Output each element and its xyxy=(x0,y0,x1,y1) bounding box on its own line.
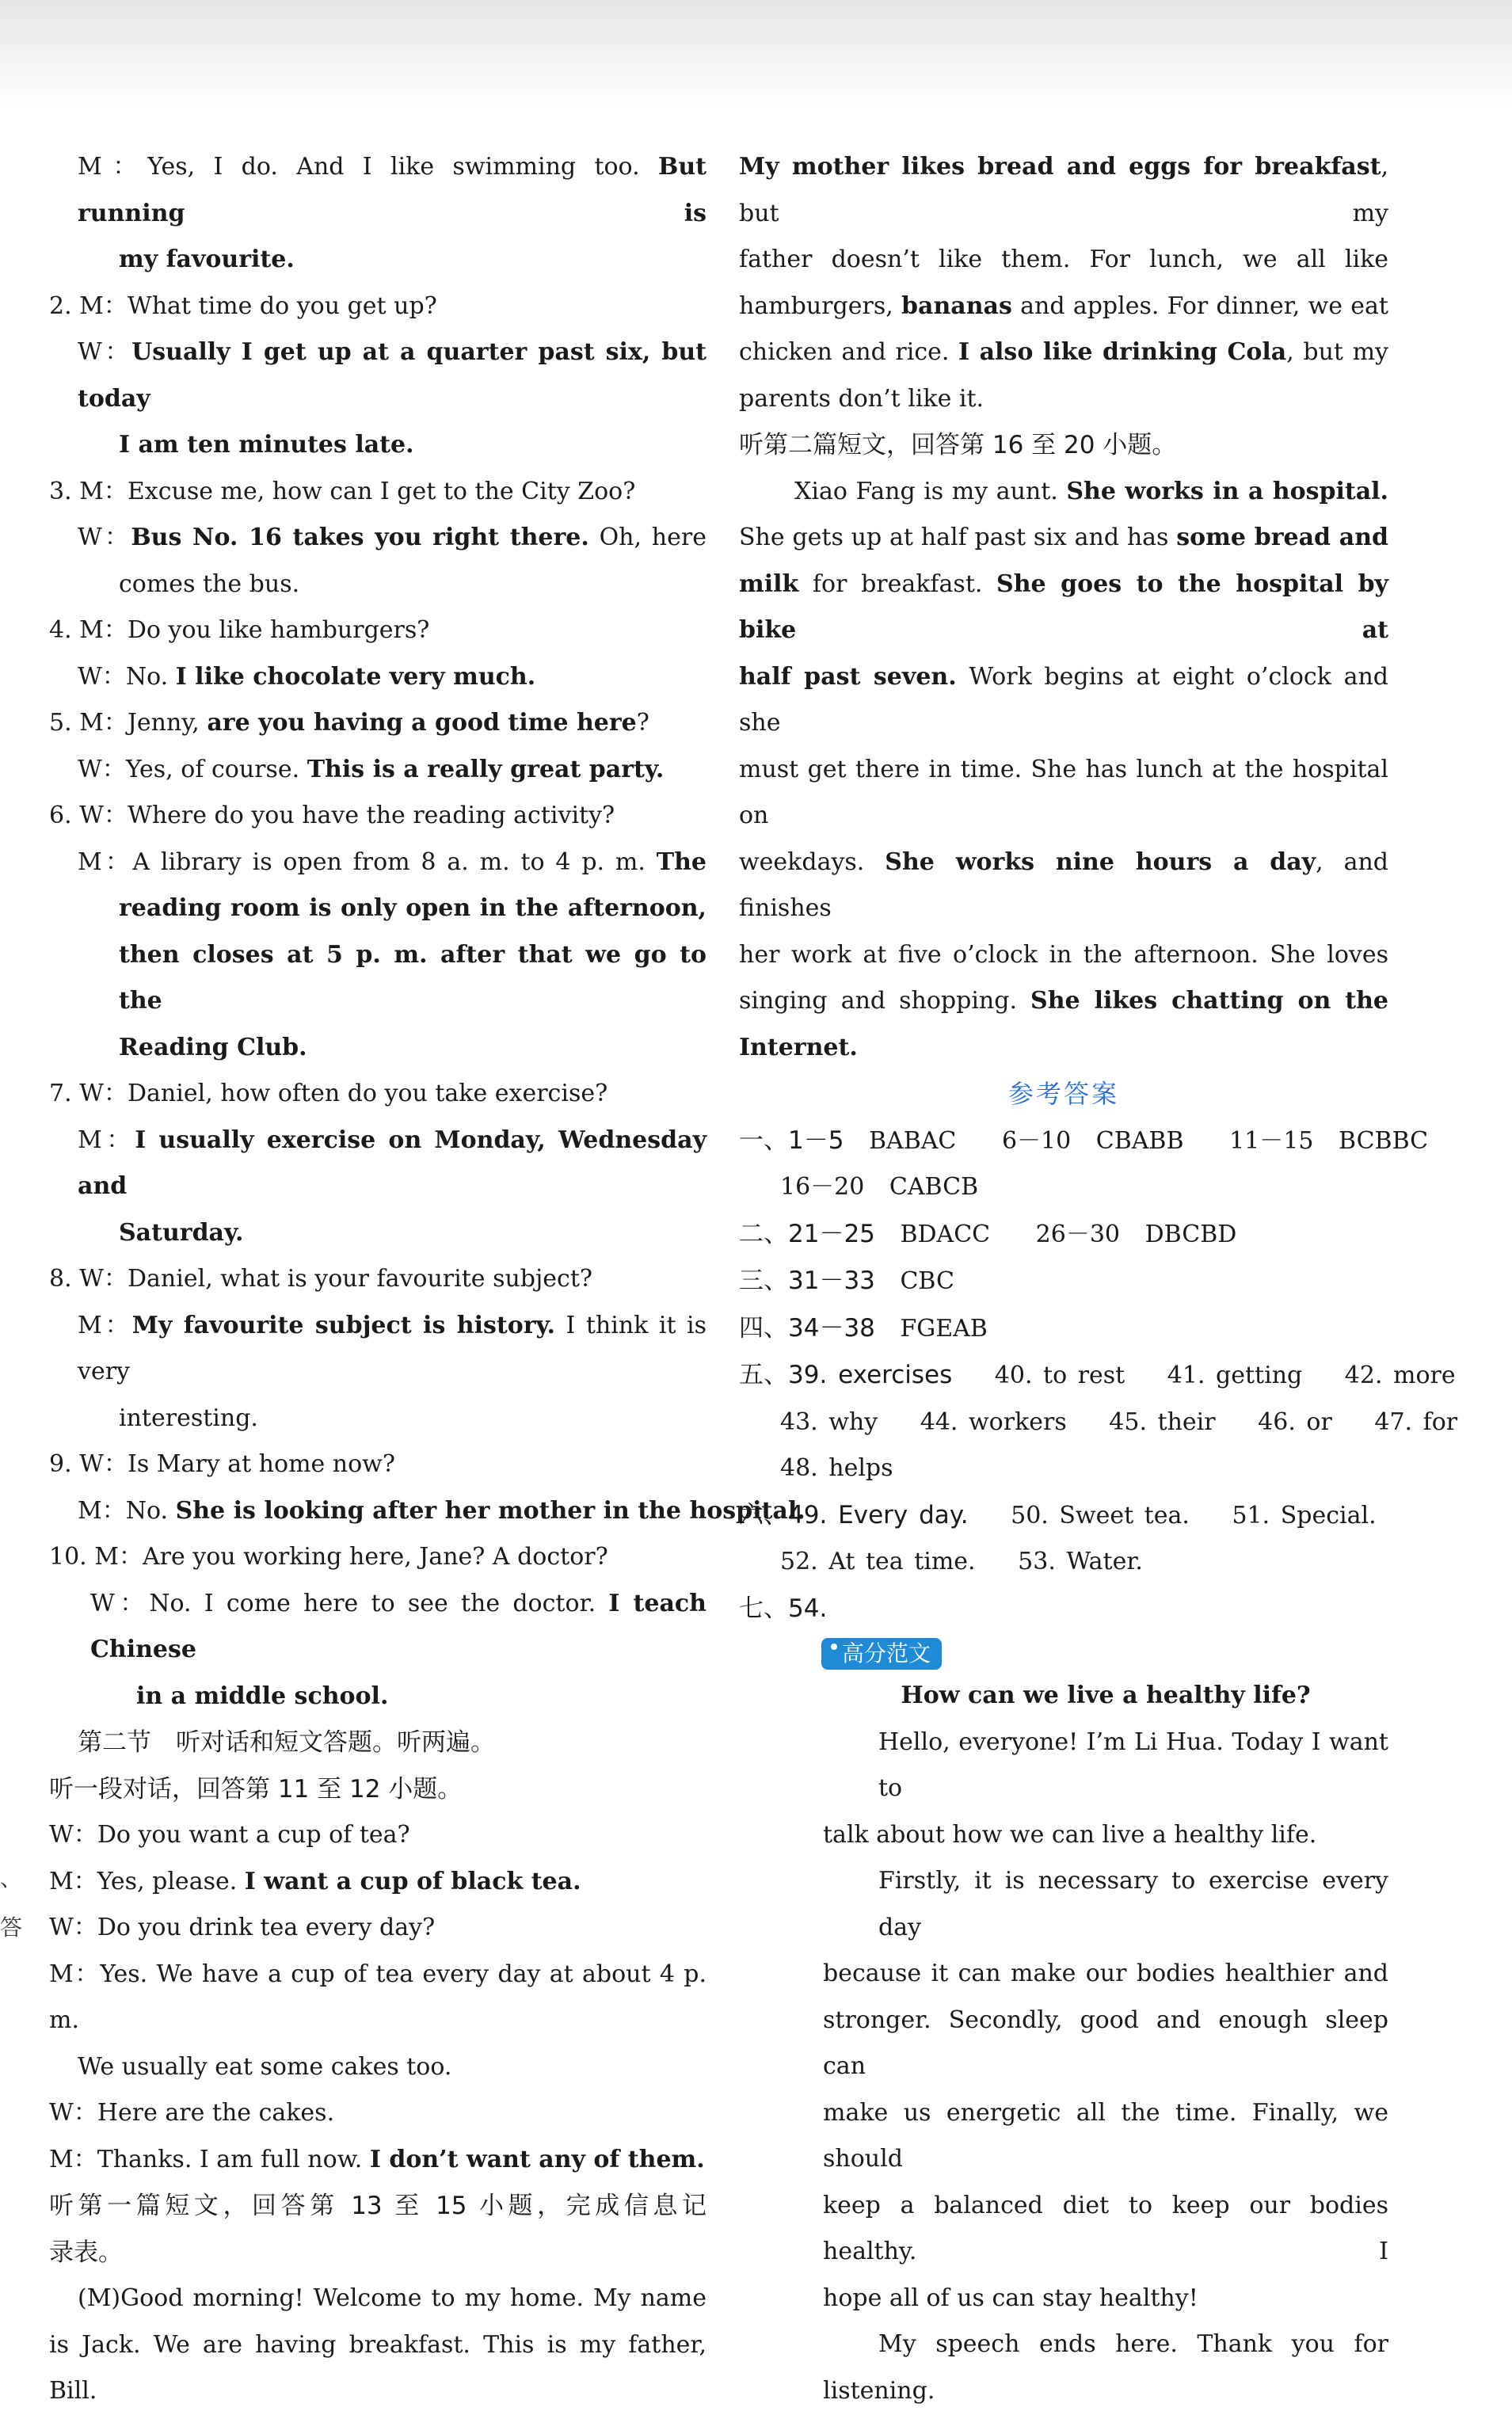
ans1-value: BABAC xyxy=(869,1126,957,1155)
answers-part-5c xyxy=(739,1446,1388,1492)
q9-woman-line: 9. W：Is Mary at home now? xyxy=(49,1450,395,1478)
passage2-line-5: must get there in time. She has lunch at the hospital on xyxy=(739,755,1388,829)
passage1-line-7: parents don’t like it. xyxy=(739,384,985,413)
ans1-label-2: 6－10 xyxy=(1001,1126,1072,1155)
ans1b-value: CABCB xyxy=(889,1173,979,1201)
answers-part-6 xyxy=(739,1492,1388,1540)
passage2-intro: 听第二篇短文，回答第 16 至 20 小题。 xyxy=(739,431,1177,459)
q1-man-line-2: my favourite. xyxy=(119,246,295,273)
essay-line-3: Firstly, it is necessary to exercise every day xyxy=(878,1867,1388,1941)
scan-top-shadow xyxy=(0,0,1512,111)
passage1-line-2: is Jack. We are having breakfast. This is my father, Bill. xyxy=(49,2330,706,2405)
ans2-label-2: 26－30 xyxy=(1035,1220,1121,1248)
passage1-line-5: hamburgers, bananas and apples. For dinner, we eat xyxy=(739,291,1388,320)
ans3-label: 三、31－33 xyxy=(739,1267,875,1295)
passage1-intro-2: 录表。 xyxy=(49,2238,123,2267)
ans6-item-2: 50. Sweet tea. xyxy=(1011,1501,1190,1529)
right-column xyxy=(739,144,1458,2414)
essay-title: How can we live a healthy life? xyxy=(901,1682,1311,1709)
dialogue-line-4: M：Yes. We have a cup of tea every day at about 4 p. m. xyxy=(49,1960,706,2034)
ans6b-item-1: 52. At tea time. xyxy=(780,1548,976,1575)
passage2-line-9: Internet. xyxy=(739,1033,858,1061)
ans5b-item-4: 46. or xyxy=(1258,1407,1332,1436)
margin-mark-2: 答 xyxy=(0,1914,23,1941)
essay-line-5: stronger. Secondly, good and enough sleep can xyxy=(823,2006,1388,2080)
q7-man-line: M：I usually exercise on Monday, Wednesday and xyxy=(78,1126,706,1200)
tag-dot-icon xyxy=(831,1644,837,1650)
q6-man-line-3: then closes at 5 p. m. after that we go to the xyxy=(119,940,706,1015)
q5-woman-line: W：Yes, of course. This is a really great party. xyxy=(78,755,665,783)
q6-man-line-2: reading room is only open in the afternoon, xyxy=(119,894,706,922)
passage1-line-1: (M)Good morning! Welcome to my home. My name xyxy=(78,2284,706,2312)
ans4-value: FGEAB xyxy=(900,1314,988,1343)
answers-part-1 xyxy=(739,1118,1429,1165)
q8-man-line: M：My favourite subject is history. I think it is very xyxy=(78,1311,706,1385)
essay-line-8: hope all of us can stay healthy! xyxy=(823,2284,1198,2312)
essay-line-6: make us energetic all the time. Finally, we should xyxy=(823,2098,1388,2173)
passage2-line-3: milk for breakfast. She goes to the hospital by bike at xyxy=(739,569,1388,644)
answers-part-2 xyxy=(739,1211,1388,1259)
passage2-line-7: her work at five o’clock in the afternoon. She loves xyxy=(739,940,1388,969)
passage2-line-6: weekdays. She works nine hours a day, and finishes xyxy=(739,848,1389,922)
passage1-line-6: chicken and rice. I also like drinking Cola, but my xyxy=(739,338,1388,366)
ans5-item-1: 五、39. exercises xyxy=(739,1361,953,1389)
ans1b-label: 16－20 xyxy=(780,1173,865,1201)
essay-line-7: keep a balanced diet to keep our bodies healthy. I xyxy=(823,2191,1388,2265)
q1-man-line: M：Yes, I do. And I like swimming too. But running is xyxy=(78,153,706,227)
essay-line-2: talk about how we can live a healthy life. xyxy=(823,1820,1317,1849)
ans5-item-4: 42. more xyxy=(1344,1362,1456,1389)
q2-man-line: 2. M：What time do you get up? xyxy=(49,291,437,320)
dialogue-line-5: W：Here are the cakes. xyxy=(49,2099,335,2127)
q6-man-line: M：A library is open from 8 a. m. to 4 p. m. The xyxy=(78,848,706,876)
essay-line-9: My speech ends here. Thank you for xyxy=(878,2330,1388,2358)
section2-title: 第二节 听对话和短文答题。听两遍。 xyxy=(78,1728,495,1757)
q6-woman-line: 6. W：Where do you have the reading activity? xyxy=(49,802,615,829)
model-essay xyxy=(739,1673,1388,2414)
q3-woman-line-2: comes the bus. xyxy=(119,569,300,598)
answers-part-7: 七、54. xyxy=(739,1594,828,1623)
ans6-item-1: 六、49. Every day. xyxy=(739,1500,969,1529)
ans5b-item-1: 43. why xyxy=(780,1407,878,1436)
ans2-value-2: DBCBD xyxy=(1144,1220,1237,1248)
dialogue-line-2: M：Yes, please. I want a cup of black tea. xyxy=(49,1867,581,1895)
ans5-item-2: 40. to rest xyxy=(994,1362,1125,1389)
answers-part-5b xyxy=(739,1400,1458,1446)
ans5b-item-2: 44. workers xyxy=(920,1407,1067,1436)
ans5b-item-5: 47. for xyxy=(1374,1407,1458,1436)
dialogue-intro: 听一段对话，回答第 11 至 12 小题。 xyxy=(49,1774,463,1804)
q8-woman-line: 8. W：Daniel, what is your favourite subject? xyxy=(49,1265,593,1293)
passage1-intro: 听第一篇短文，回答第 13 至 15 小题，完成信息记 xyxy=(49,2192,706,2220)
ans1-label-3: 11－15 xyxy=(1229,1126,1314,1155)
margin-marks xyxy=(0,1861,23,1942)
answers-part-5 xyxy=(739,1352,1456,1400)
q2-woman-line: W：Usually I get up at a quarter past six, but today xyxy=(78,338,706,413)
passage2-line-1: Xiao Fang is my aunt. She works in a hospital. xyxy=(794,477,1388,505)
q10-man-line: 10. M：Are you working here, Jane? A doctor? xyxy=(49,1543,608,1571)
q7-man-line-2: Saturday. xyxy=(119,1218,244,1247)
q4-woman-line: W：No. I like chocolate very much. xyxy=(78,662,536,691)
answers-title: 参考答案 xyxy=(1007,1079,1119,1109)
ans5-item-3: 41. getting xyxy=(1167,1362,1303,1389)
passage2-line-4: half past seven. Work begins at eight o’clock and she xyxy=(739,662,1388,737)
ans1-value-2: CBABB xyxy=(1095,1126,1184,1155)
answers-part-6b xyxy=(739,1539,1388,1586)
ans6b-item-2: 53. Water. xyxy=(1018,1548,1143,1575)
q10-woman-line-2: in a middle school. xyxy=(136,1682,389,1710)
model-essay-tag: 高分范文 xyxy=(821,1638,942,1670)
q4-man-line: 4. M：Do you like hamburgers? xyxy=(49,616,430,644)
q3-man-line: 3. M：Excuse me, how can I get to the City Zoo? xyxy=(49,477,636,505)
passage1-line-3: My mother likes bread and eggs for breakfast, but my xyxy=(739,153,1388,227)
dialogue-line-4b: We usually eat some cakes too. xyxy=(78,2052,452,2081)
ans5b-item-3: 45. their xyxy=(1109,1407,1216,1436)
answers-part-3 xyxy=(739,1258,1388,1305)
dialogue-line-3: W：Do you drink tea every day? xyxy=(49,1914,436,1941)
q2-woman-line-2: I am ten minutes late. xyxy=(119,431,414,459)
q6-man-line-4: Reading Club. xyxy=(119,1033,307,1061)
passage1-line-4: father doesn’t like them. For lunch, we all like xyxy=(739,246,1388,273)
essay-line-10: listening. xyxy=(823,2376,935,2405)
ans6-item-3: 51. Special. xyxy=(1232,1501,1377,1529)
ans1-label: 一、1－5 xyxy=(739,1126,844,1155)
ans5c-item-1: 48. helps xyxy=(780,1454,893,1482)
ans1-value-3: BCBBC xyxy=(1338,1126,1429,1155)
ans4-label: 四、34－38 xyxy=(739,1313,875,1343)
ans2-label: 二、21－25 xyxy=(739,1219,875,1248)
answers-part-1b xyxy=(739,1164,1388,1211)
q7-woman-line: 7. W：Daniel, how often do you take exercise? xyxy=(49,1080,608,1107)
essay-line-4: because it can make our bodies healthier and xyxy=(823,1960,1388,1987)
essay-line-1: Hello, everyone! I’m Li Hua. Today I want to xyxy=(878,1727,1388,1802)
passage2-line-2: She gets up at half past six and has some bread and xyxy=(739,524,1388,551)
q10-woman-line: W：No. I come here to see the doctor. I teach Chinese xyxy=(90,1589,706,1663)
q5-man-line: 5. M：Jenny, are you having a good time here? xyxy=(49,709,649,737)
dialogue-line-1: W：Do you want a cup of tea? xyxy=(49,1821,410,1849)
q3-woman-line: W：Bus No. 16 takes you right there. Oh, here xyxy=(78,524,706,551)
ans3-value: CBC xyxy=(900,1267,954,1295)
dialogue-line-6: M：Thanks. I am full now. I don’t want any of them. xyxy=(49,2145,705,2173)
ans2-value: BDACC xyxy=(900,1220,991,1248)
margin-mark-1: 、 xyxy=(0,1865,23,1891)
passage2-line-8: singing and shopping. She likes chatting on the xyxy=(739,987,1388,1015)
answers-part-4 xyxy=(739,1305,1388,1353)
q8-man-line-2: interesting. xyxy=(119,1404,258,1432)
q9-man-line: M：No. She is looking after her mother in the hospital. xyxy=(78,1496,806,1525)
